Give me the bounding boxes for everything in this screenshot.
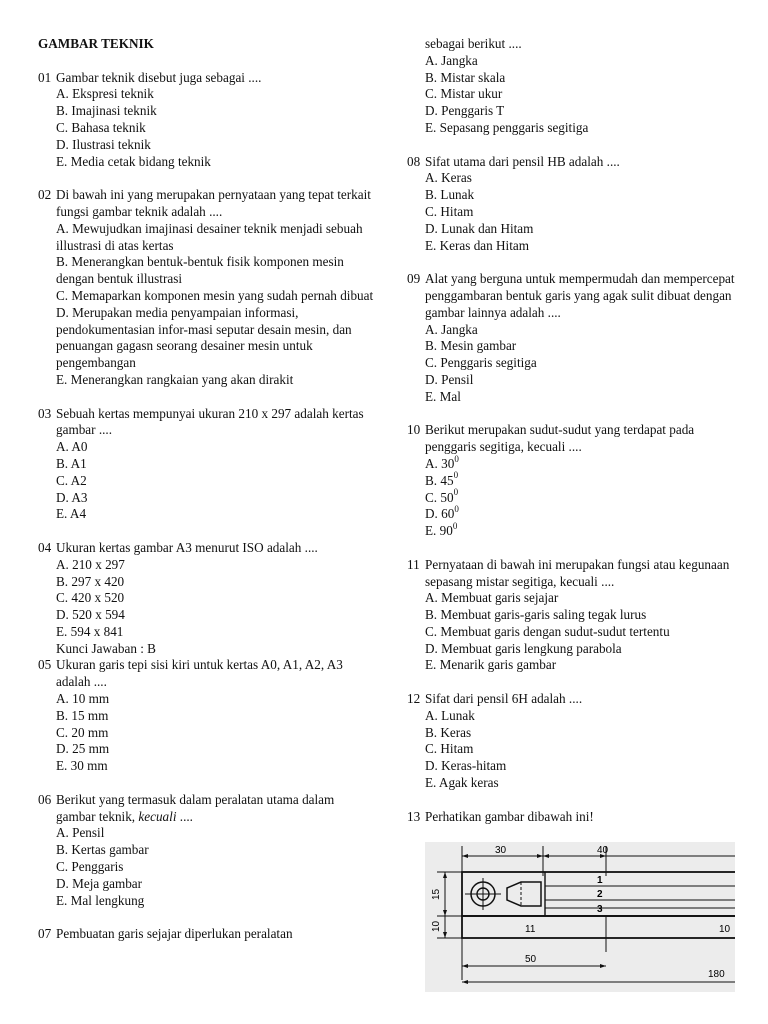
page-title: GAMBAR TEKNIK (38, 36, 154, 51)
question-06 (38, 792, 376, 910)
option-a: A. 210 x 297 (56, 556, 125, 572)
option-b: B. Keras (425, 724, 472, 740)
degree-superscript: 0 (454, 453, 459, 464)
question-stem: Pernyataan di bawah ini merupakan fungsi atau kegunaan sepasang mistar segitiga, kecuali .... (425, 556, 730, 589)
question-01 (38, 70, 376, 171)
question-number: 13 (407, 808, 421, 824)
option-c: C. Hitam (425, 741, 474, 757)
option-e: E. Sepasang penggaris segitiga (425, 119, 589, 135)
question-08 (407, 154, 737, 255)
left-column (38, 36, 376, 943)
question-stem (56, 792, 376, 826)
option-d: D. 25 mm (56, 741, 110, 757)
option-c: C. Penggaris segitiga (425, 355, 537, 371)
row-label-2: 2 (597, 889, 603, 900)
degree-superscript: 0 (452, 520, 458, 531)
question-stem: Di bawah ini yang merupakan pernyataan yang tepat terkait fungsi gambar teknik adalah .... (56, 187, 371, 219)
technical-drawing (425, 842, 735, 992)
option-c: C. 20 mm (56, 724, 109, 740)
option-c: C. Memaparkan komponen mesin yang sudah pernah dibuat (56, 287, 374, 303)
option-e: E. Media cetak bidang teknik (56, 153, 211, 169)
question-stem: Sebuah kertas mempunyai ukuran 210 x 297 adalah kertas gambar .... (56, 405, 364, 438)
option-d: D. Meja gambar (56, 875, 143, 891)
answer-key: Kunci Jawaban : B (56, 640, 156, 656)
option-c: C. Penggaris (56, 859, 124, 875)
question-stem: Sifat utama dari pensil HB adalah .... (425, 153, 620, 169)
question-stem: Gambar teknik disebut juga sebagai .... (56, 69, 262, 85)
option-a: A. Jangka (425, 52, 478, 68)
option-a: A. Keras (425, 170, 472, 186)
option-c: C. Bahasa teknik (56, 119, 146, 135)
option-b: B. Membuat garis-garis saling tegak lurus (425, 607, 647, 623)
option-d: D. Ilustrasi teknik (56, 136, 151, 152)
option-b: B. A1 (56, 455, 87, 471)
option-a: A. 10 mm (56, 691, 110, 707)
option-b: B. Kertas gambar (56, 842, 149, 858)
option-d: D. Merupakan media penyampaian informasi, pendokumentasian infor-masi seputar desain mesin, dan penuangan gagasn seorang desainer mesin untuk pengembangan (56, 304, 352, 371)
question-number: 03 (38, 405, 52, 421)
question-number: 01 (38, 69, 52, 85)
option-c: C. Membuat garis dengan sudut-sudut tertentu (425, 623, 670, 639)
question-number: 10 (407, 422, 421, 438)
option-b: B. Mistar skala (425, 69, 506, 85)
option-b: B. Imajinasi teknik (56, 103, 157, 119)
option-label: D. 60 (425, 506, 455, 522)
option-e: E. Agak keras (425, 775, 499, 791)
option-a: A. Jangka (425, 321, 478, 337)
option-e: E. A4 (56, 506, 87, 522)
option-b: B. 297 x 420 (56, 573, 125, 589)
question-stem: Pembuatan garis sejajar diperlukan peralatan (56, 926, 293, 942)
option-c: C. 420 x 520 (56, 590, 125, 606)
option-e: E. 594 x 841 (56, 623, 124, 639)
option-b: B. Lunak (425, 187, 475, 203)
question-13 (407, 809, 737, 826)
stem-emphasis: kecuali (138, 808, 177, 824)
question-number: 07 (38, 926, 52, 942)
question-05 (38, 657, 376, 775)
option-b: B. Menerangkan bentuk-bentuk fisik komponen mesin dengan bentuk illustrasi (56, 254, 344, 287)
question-stem: Ukuran kertas gambar A3 menurut ISO adalah .... (56, 539, 318, 555)
row-label-3: 3 (597, 904, 603, 915)
question-number: 11 (407, 556, 420, 572)
question-number: 09 (407, 271, 421, 287)
question-12 (407, 691, 737, 792)
option-e (407, 520, 737, 540)
question-02 (38, 187, 376, 389)
dim-label-50: 50 (525, 954, 537, 965)
option-label: C. 50 (425, 489, 454, 505)
option-c: C. Hitam (425, 203, 474, 219)
option-c: C. A2 (56, 472, 87, 488)
degree-superscript: 0 (454, 503, 459, 514)
question-number: 02 (38, 187, 52, 203)
option-a: A. Mewujudkan imajinasi desainer teknik menjadi sebuah illustrasi di atas kertas (56, 220, 363, 253)
dim-label-40: 40 (597, 845, 609, 856)
question-number: 08 (407, 153, 421, 169)
question-10 (407, 422, 737, 540)
question-stem: Berikut merupakan sudut-sudut yang terdapat pada penggaris segitiga, kecuali .... (425, 422, 695, 455)
question-04 (38, 540, 376, 658)
question-stem: Ukuran garis tepi sisi kiri untuk kertas A0, A1, A2, A3 adalah .... (56, 657, 343, 690)
option-e: E. 30 mm (56, 758, 108, 774)
question-number: 04 (38, 539, 52, 555)
option-e: E. Menarik garis gambar (425, 657, 557, 673)
question-stem: Sifat dari pensil 6H adalah .... (425, 691, 583, 707)
question-number: 12 (407, 691, 421, 707)
question-stem: Perhatikan gambar dibawah ini! (425, 808, 594, 824)
option-a: A. Ekspresi teknik (56, 86, 154, 102)
option-c: C. Mistar ukur (425, 86, 503, 102)
option-e: E. Keras dan Hitam (425, 237, 529, 253)
option-e: E. Menerangkan rangkaian yang akan dirakit (56, 371, 294, 387)
question-stem-continuation: sebagai berikut .... (425, 36, 522, 51)
question-number: 05 (38, 657, 52, 673)
question-09 (407, 271, 737, 405)
question-07 (38, 926, 376, 943)
dim-label-10-right: 10 (719, 924, 731, 935)
question-11 (407, 557, 737, 675)
option-d: D. Membuat garis lengkung parabola (425, 640, 622, 656)
row-label-1: 1 (597, 875, 603, 886)
option-d: D. Keras-hitam (425, 758, 507, 774)
degree-superscript: 0 (453, 470, 459, 481)
dim-label-15: 15 (431, 888, 442, 900)
question-03 (38, 406, 376, 524)
option-a: A. Lunak (425, 707, 475, 723)
option-d: D. 520 x 594 (56, 607, 125, 623)
degree-superscript: 0 (453, 487, 459, 498)
option-a: A. A0 (56, 439, 88, 455)
option-d: D. Lunak dan Hitam (425, 220, 534, 236)
dim-label-10: 10 (431, 920, 442, 932)
option-b: B. Mesin gambar (425, 338, 517, 354)
question-07-continued (407, 36, 737, 137)
dim-label-30: 30 (495, 845, 507, 856)
technical-drawing-figure (425, 842, 735, 992)
dim-label-11: 11 (525, 924, 536, 935)
stem-text-after: .... (176, 808, 193, 824)
option-d: D. Penggaris T (425, 103, 505, 119)
option-d: D. Pensil (425, 371, 474, 387)
option-a: A. Pensil (56, 825, 105, 841)
stem-text-before: Berikut yang termasuk dalam peralatan utama dalam gambar teknik, (56, 791, 335, 824)
option-e: E. Mal lengkung (56, 892, 145, 908)
drawing-background (425, 842, 735, 992)
right-column (407, 36, 737, 825)
option-label: A. 30 (425, 455, 455, 471)
option-b: B. 15 mm (56, 707, 109, 723)
option-label: E. 90 (425, 523, 453, 539)
question-stem: Alat yang berguna untuk mempermudah dan mempercepat penggambaran bentuk garis yang agak sulit dibuat dengan gambar lainnya adalah .... (425, 271, 735, 320)
option-e: E. Mal (425, 388, 461, 404)
question-number: 06 (38, 791, 52, 807)
option-label: B. 45 (425, 472, 454, 488)
option-a: A. Membuat garis sejajar (425, 590, 559, 606)
dim-label-180: 180 (708, 969, 725, 980)
option-d: D. A3 (56, 489, 88, 505)
